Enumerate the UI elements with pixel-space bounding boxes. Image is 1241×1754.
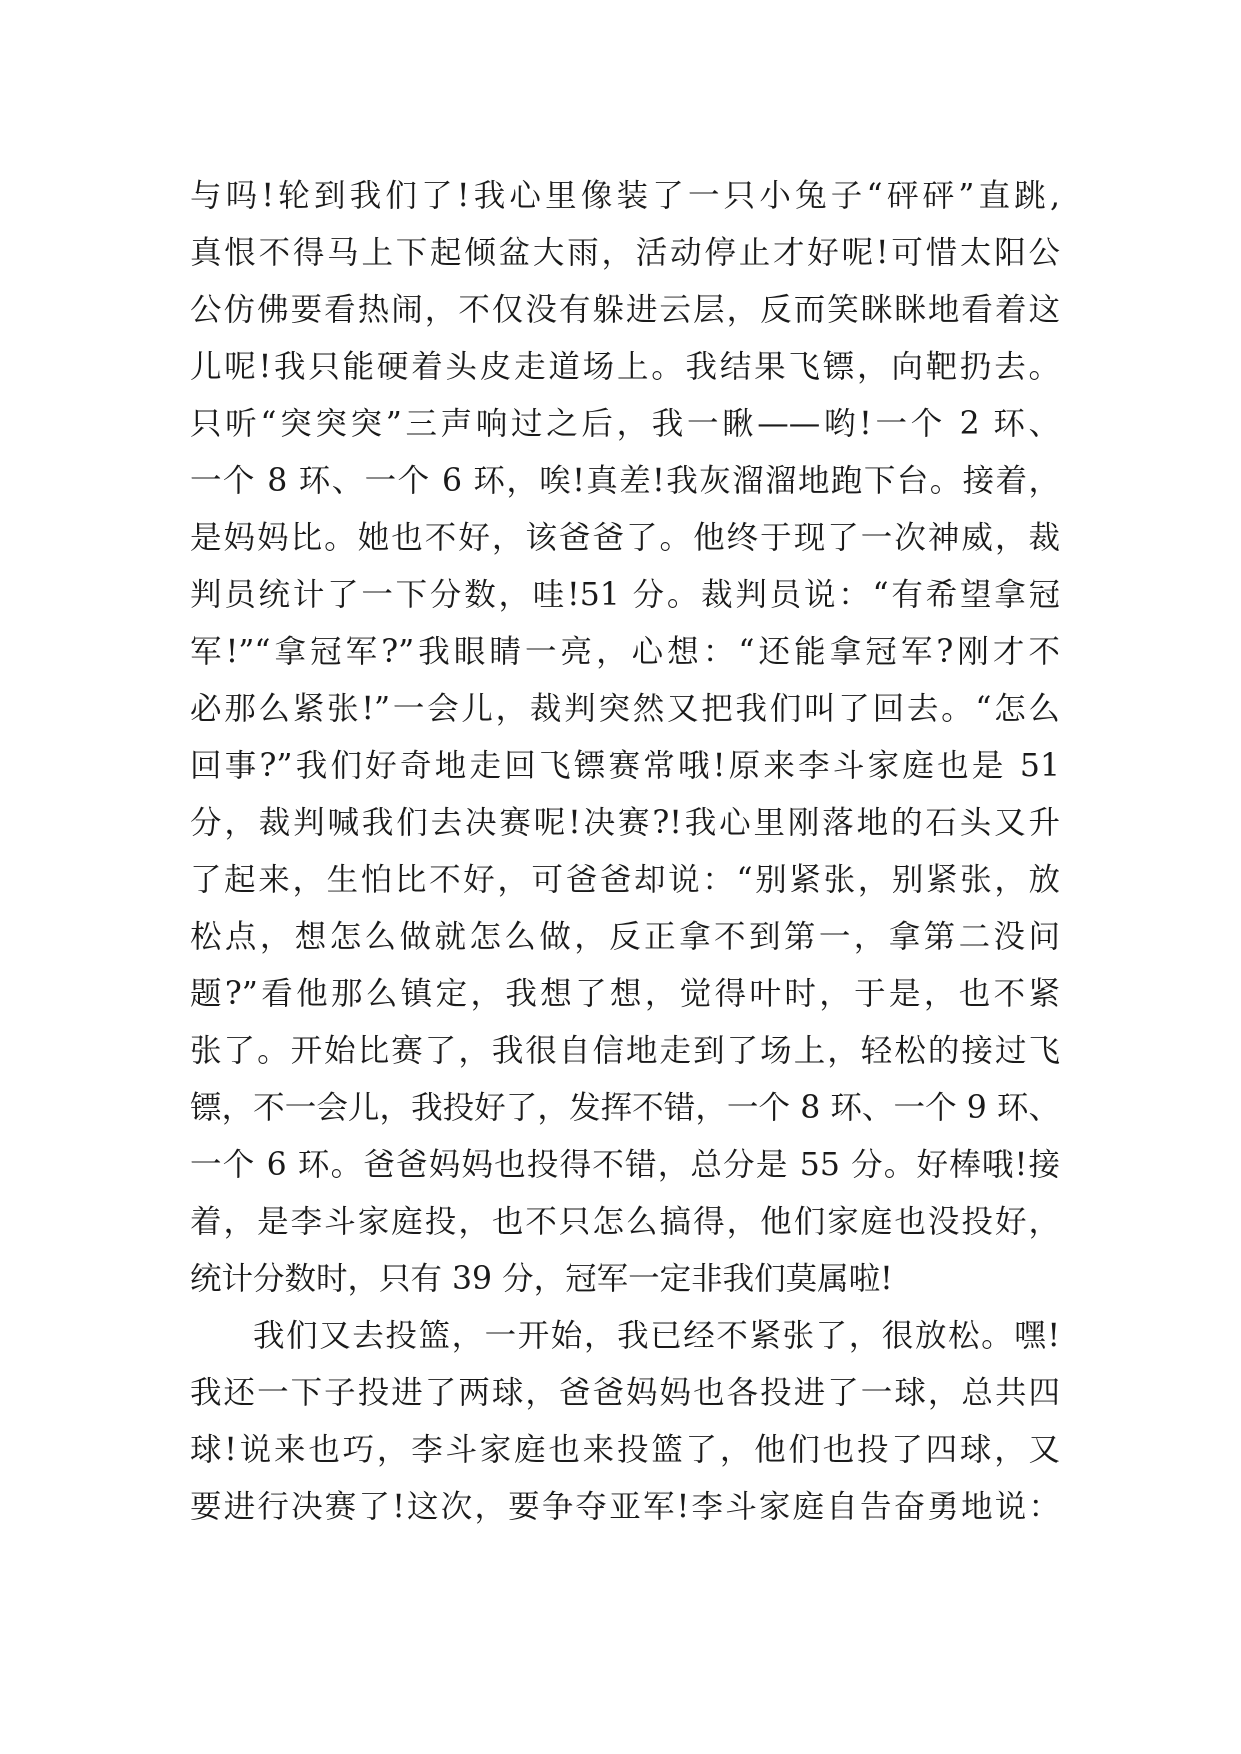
paragraph-2 <box>190 1308 1060 1536</box>
text-line: 军!”“拿冠军?”我眼睛一亮，心想：“还能拿冠军?刚才不 <box>190 634 1060 670</box>
text-line: 分，裁判喊我们去决赛呢!决赛?!我心里刚落地的石头又升 <box>190 805 1060 841</box>
text-line: 统计分数时，只有 39 分，冠军一定非我们莫属啦! <box>190 1261 893 1297</box>
text-line: 一个 6 环。爸爸妈妈也投得不错，总分是 55 分。好棒哦!接 <box>190 1147 1060 1183</box>
text-line: 判员统计了一下分数，哇!51 分。裁判员说：“有希望拿冠 <box>190 577 1060 613</box>
text-line: 我还一下子投进了两球，爸爸妈妈也各投进了一球，总共四 <box>190 1375 1060 1411</box>
text-line: 松点，想怎么做就怎么做，反正拿不到第一，拿第二没问 <box>190 919 1060 955</box>
text-line: 只听“突突突”三声响过之后，我一瞅——哟!一个 2 环、 <box>190 406 1060 442</box>
text-line: 了起来，生怕比不好，可爸爸却说：“别紧张，别紧张，放 <box>190 862 1060 898</box>
text-line: 球!说来也巧，李斗家庭也来投篮了，他们也投了四球，又 <box>190 1432 1060 1468</box>
text-line: 是妈妈比。她也不好，该爸爸了。他终于现了一次神威，裁 <box>190 520 1060 556</box>
text-line: 真恨不得马上下起倾盆大雨，活动停止才好呢!可惜太阳公 <box>190 235 1060 271</box>
text-line: 要进行决赛了!这次，要争夺亚军!李斗家庭自告奋勇地说： <box>190 1489 1060 1525</box>
body-text <box>190 168 1060 1536</box>
text-line: 儿呢!我只能硬着头皮走道场上。我结果飞镖，向靶扔去。 <box>190 349 1060 385</box>
text-line: 一个 8 环、一个 6 环，唉!真差!我灰溜溜地跑下台。接着， <box>190 463 1060 499</box>
text-line: 镖，不一会儿，我投好了，发挥不错，一个 8 环、一个 9 环、 <box>190 1090 1060 1126</box>
text-line: 我们又去投篮，一开始，我已经不紧张了，很放松。嘿! <box>253 1318 1060 1354</box>
text-line: 张了。开始比赛了，我很自信地走到了场上，轻松的接过飞 <box>190 1033 1060 1069</box>
text-line: 必那么紧张!”一会儿，裁判突然又把我们叫了回去。“怎么 <box>190 691 1060 727</box>
text-line: 公仿佛要看热闹，不仅没有躲进云层，反而笑眯眯地看着这 <box>190 292 1060 328</box>
text-line: 与吗!轮到我们了!我心里像装了一只小兔子“砰砰”直跳, <box>190 178 1060 214</box>
text-line: 回事?”我们好奇地走回飞镖赛常哦!原来李斗家庭也是 51 <box>190 748 1060 784</box>
paragraph-1 <box>190 168 1060 1308</box>
text-line: 着，是李斗家庭投，也不只怎么搞得，他们家庭也没投好， <box>190 1204 1060 1240</box>
text-line: 题?”看他那么镇定，我想了想，觉得叶时，于是，也不紧 <box>190 976 1060 1012</box>
